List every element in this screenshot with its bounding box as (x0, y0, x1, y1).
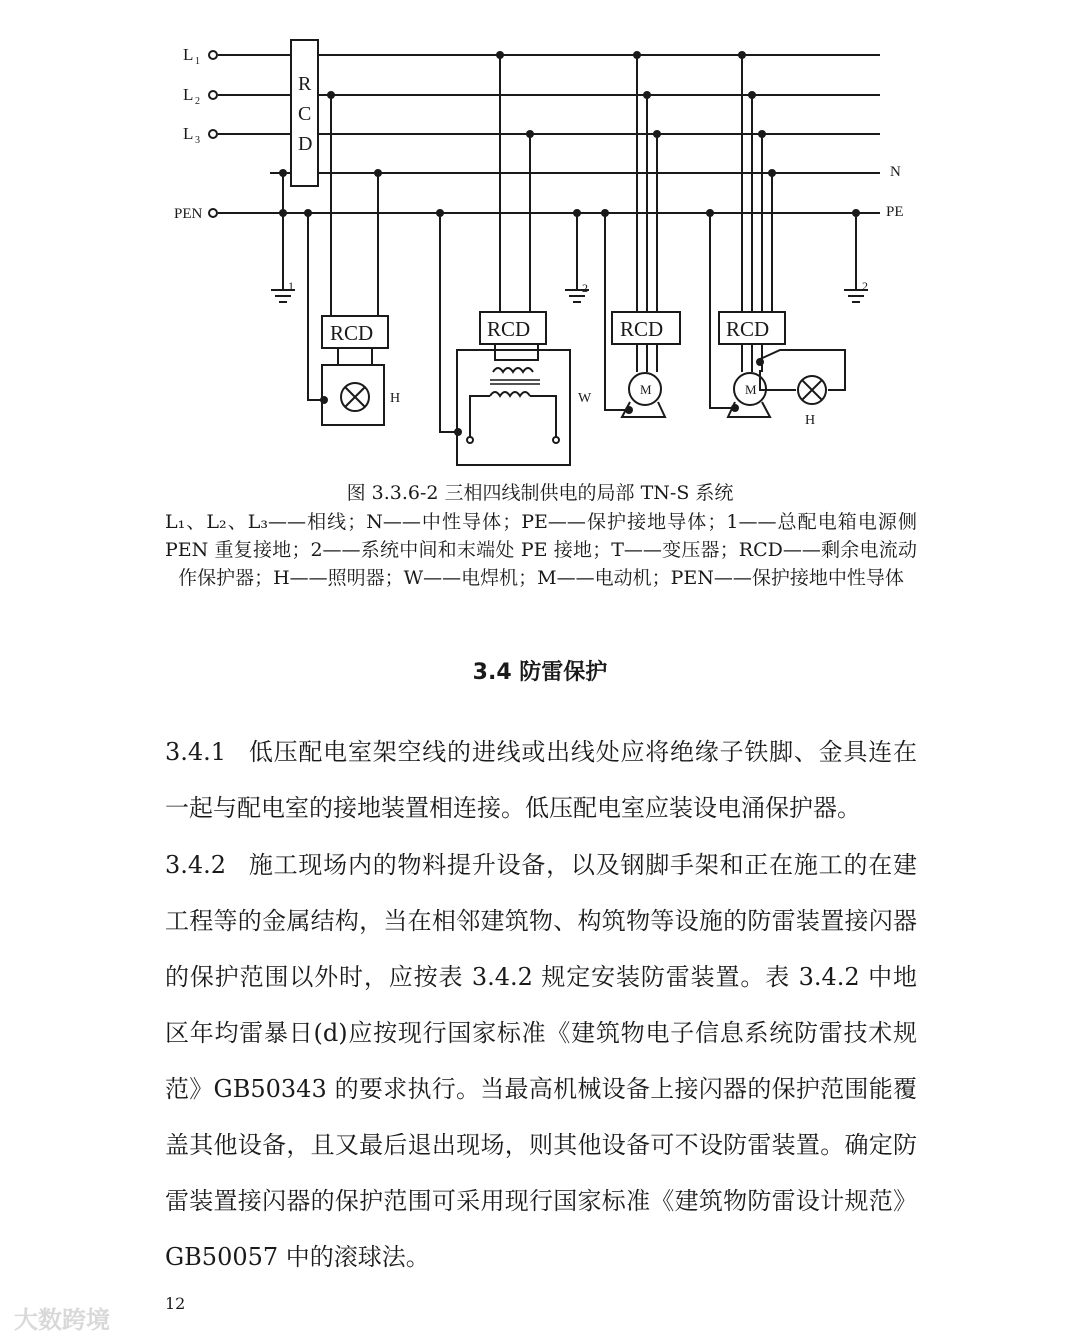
svg-text:D: D (298, 133, 313, 155)
svg-text:W: W (578, 391, 592, 406)
clause-3-4-2 (165, 837, 917, 1285)
clause-number: 3.4.2 (165, 851, 227, 879)
tn-s-circuit-diagram (0, 0, 1080, 480)
label-pe: PE (886, 204, 904, 220)
svg-text:3: 3 (195, 135, 200, 146)
section-heading: 3.4 防雷保护 (472, 660, 608, 685)
label-n: N (890, 164, 901, 180)
svg-text:RCD: RCD (330, 321, 374, 345)
svg-text:R: R (298, 73, 312, 95)
page-number: 12 (165, 1294, 186, 1313)
clause-3-4-1 (165, 724, 917, 836)
svg-text:H: H (390, 391, 401, 406)
clause-text: 低压配电室架空线的进线或出线处应将绝缘子铁脚、金具连在一起与配电室的接地装置相连接。低压配电室应装设电涌保护器。 (165, 738, 917, 822)
svg-text:2: 2 (862, 279, 868, 293)
watermark: 大数跨境 (14, 1306, 110, 1334)
svg-text:C: C (298, 103, 312, 125)
clause-number: 3.4.1 (165, 738, 227, 766)
label-l3: L (183, 124, 194, 143)
svg-text:M: M (640, 382, 652, 397)
svg-text:RCD: RCD (487, 317, 531, 341)
clause-text: 施工现场内的物料提升设备，以及钢脚手架和正在施工的在建工程等的金属结构，当在相邻建筑物、构筑物等设施的防雷装置接闪器的保护范围以外时，应按表 3.4.2 规定安装防雷装置。表 3.4.2 中地区年均雷暴日(d)应按现行国家标准《建筑物电子信息系统防雷技术规范》GB50343 的要求执行。当最高机械设备上接闪器的保护范围能覆盖其他设备，且又最后退出现场，则其他设备可不设防雷装置。确定防雷装置接闪器的保护范围可采用现行国家标准《建筑物防雷设计规范》GB50057 中的滚球法。 (165, 851, 917, 1271)
svg-text:RCD: RCD (620, 317, 664, 341)
svg-text:H: H (805, 413, 816, 428)
svg-text:RCD: RCD (726, 317, 770, 341)
label-l1: L (183, 45, 194, 64)
svg-text:M: M (745, 382, 757, 397)
label-pen: PEN (174, 206, 203, 222)
svg-text:1: 1 (195, 56, 200, 67)
svg-text:2: 2 (582, 281, 588, 295)
svg-text:1: 1 (288, 279, 294, 293)
figure-caption: 图 3.3.6-2 三相四线制供电的局部 TN-S 系统 (346, 482, 734, 504)
figure-legend: L₁、L₂、L₃——相线；N——中性导体；PE——保护接地导体；1——总配电箱电源侧 PEN 重复接地；2——系统中间和末端处 PE 接地；T——变压器；RCD——剩余电流动作保护器；H——照明器；W——电焊机；M——电动机；PEN——保护接地中性导体 (165, 511, 917, 589)
welder-w (457, 350, 570, 465)
svg-text:2: 2 (195, 96, 200, 107)
label-l2: L (183, 85, 194, 104)
